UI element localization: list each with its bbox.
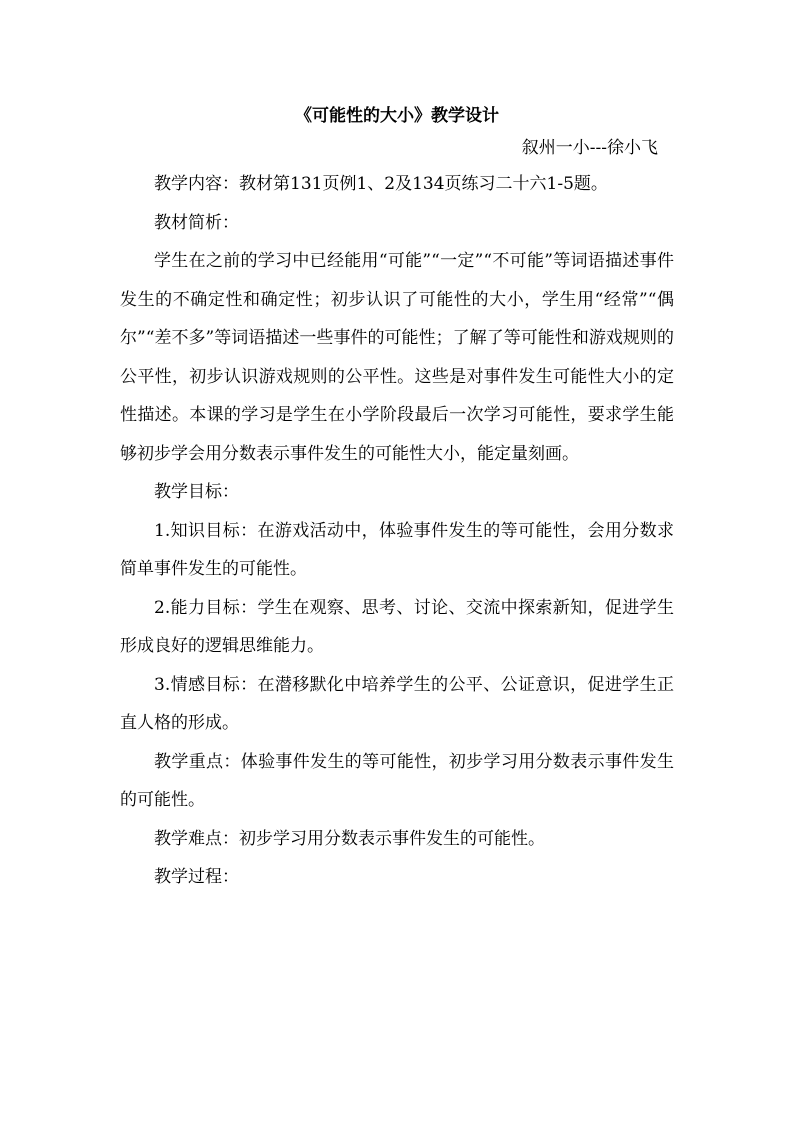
goal-emotion: 3.情感目标：在潜移默化中培养学生的公平、公证意识，促进学生正直人格的形成。: [120, 674, 674, 733]
process-heading: 教学过程：: [154, 867, 239, 887]
difficulty: 教学难点：初步学习用分数表示事件发生的可能性。: [154, 828, 545, 849]
goal-ability: 2.能力目标：学生在观察、思考、讨论、交流中探索新知，促进学生形成良好的逻辑思维能力。: [120, 597, 674, 656]
goal-knowledge: 1.知识目标：在游戏活动中，体验事件发生的等可能性，会用分数求简单事件发生的可能性。: [120, 520, 674, 579]
analysis-body: 学生在之前的学习中已经能用“可能”“一定”“不可能”等词语描述事件发生的不确定性和确定性；初步认识了可能性的大小，学生用“经常”“偶尔”“差不多”等词语描述一些事件的可能性；了解了等可能性和游戏规则的公平性，初步认识游戏规则的公平性。这些是对事件发生可能性大小的定性描述。本课的学习是学生在小学阶段最后一次学习可能性，要求学生能够初步学会用分数表示事件发生的可能性大小，能定量刻画。: [120, 251, 674, 464]
analysis-heading: 教材简析：: [154, 212, 239, 233]
key-point: 教学重点：体验事件发生的等可能性，初步学习用分数表示事件发生的可能性。: [120, 751, 674, 810]
author-line: 叙州一小---徐小飞: [521, 138, 658, 158]
document-title: 《可能性的大小》教学设计: [295, 106, 499, 126]
teaching-content: 教学内容：教材第131页例1、2及134页练习二十六1-5题。: [154, 174, 608, 194]
goals-heading: 教学目标：: [154, 482, 239, 502]
